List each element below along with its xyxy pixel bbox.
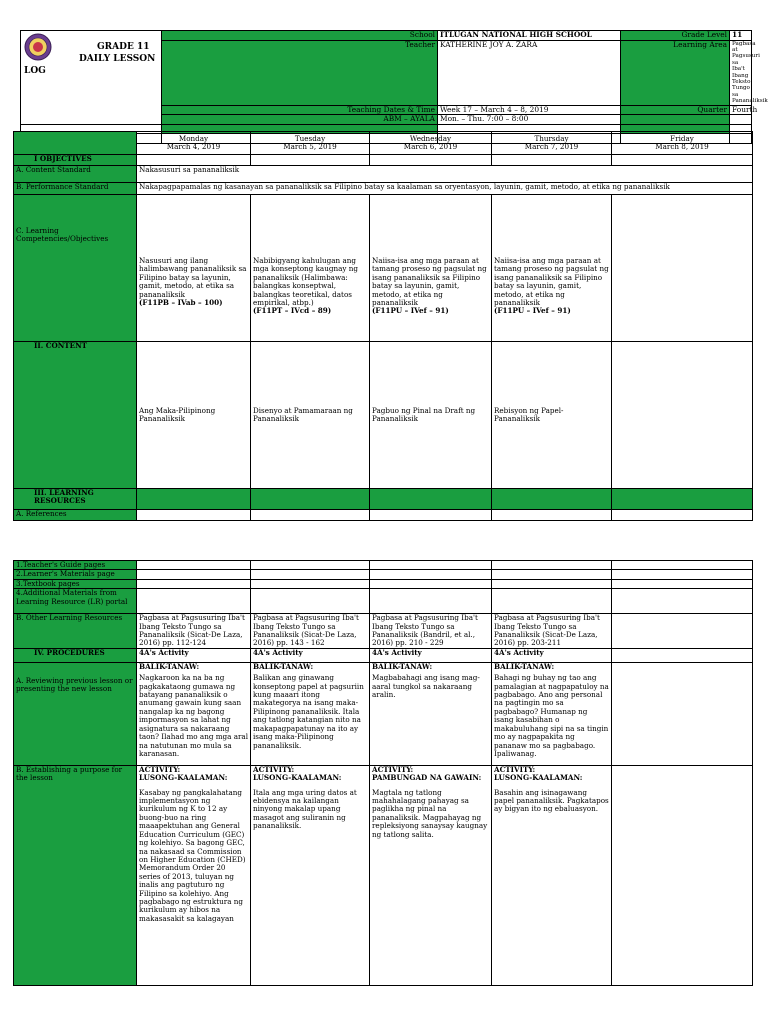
competency-tuesday: Nabibigyang kahulugan ang mga konseptong kaugnay ng pananaliksik (Halimbawa: balangkas konseptwal, balangkas teoretikal, datos empirikal, atbp.) (F11PT – IVcd – 89) <box>251 195 370 342</box>
day-header-blank <box>14 132 137 155</box>
empty-cell <box>137 561 251 570</box>
content-monday: Ang Maka-Pilipinong Pananaliksik <box>137 342 251 489</box>
teacher-label: Teacher <box>162 40 438 105</box>
other-resources-monday: Pagbasa at Pagsusuring Iba't Ibang Teksto Tungo sa Pananaliksik (Sicat-De Laza, 2016) pp. 112-124 <box>137 614 251 649</box>
review-label: A. Reviewing previous lesson or presenting the new lesson <box>14 662 137 765</box>
procedures-heading: IV. PROCEDURES <box>14 648 137 662</box>
content-standard-label: A. Content Standard <box>14 166 137 183</box>
empty-cell <box>370 589 492 614</box>
empty-cell <box>492 579 612 588</box>
content-heading: II. CONTENT <box>14 342 137 489</box>
empty-cell <box>370 155 492 166</box>
dates-label: Teaching Dates & Time <box>162 105 438 115</box>
header-empty-green <box>621 115 730 125</box>
empty-cell <box>612 561 753 570</box>
grade-title-cell <box>21 31 162 125</box>
content-standard-value: Nakasusuri sa pananaliksik <box>137 166 753 183</box>
learning-area-value: Pagbasa at Pagsusuri sa Iba't Ibang Teksto Tungo sa Pananaliksik <box>730 40 752 105</box>
purpose-monday: ACTIVITY: LUSONG-KAALAMAN: Kasabay ng pangkalahatang implementasyon ng kurikulum ng K to 12 ay buong-buo na ring maaapektuhan ang General Education Curriculum (GEC) ng kolehiyo. Sa bagong GEC, na nakasaad sa Commission on Higher Education (CHED) Memorandum Order 20 series of 2013, tuluyan ng inalis ang pagtuturo ng Filipino sa kolehiyo. Ang pagbabago ng estruktura ng kurikulum ay hibos na makasasakit sa kalagayan <box>137 765 251 985</box>
grade-line1: GRADE 11 <box>97 42 150 52</box>
competencies-label: C. Learning Competencies/Objectives <box>14 195 137 342</box>
time-value: Mon. – Thu. 7:00 – 8:00 <box>438 115 621 125</box>
content-thursday: Rebisyon ng Papel-Pananaliksik <box>492 342 612 489</box>
activity-monday: 4A's Activity <box>137 648 251 662</box>
review-wednesday: BALIK-TANAW: Magbabahagi ang isang mag-aaral tungkol sa nakaraang aralin. <box>370 662 492 765</box>
green-cell <box>370 489 492 510</box>
empty-cell <box>251 510 370 521</box>
activity-thursday: 4A's Activity <box>492 648 612 662</box>
empty-cell <box>137 570 251 579</box>
activity-tuesday: 4A's Activity <box>251 648 370 662</box>
review-thursday: BALIK-TANAW: Bahagi ng buhay ng tao ang pamalagian at nagpapatuloy na pagbabago. Ano ang personal na pagtingin mo sa pagbabago? Humanap ng isang kasabihan o makabuluhang sipi na sa tingin mo ay nagpapakita ng pananaw mo sa pagbabago. Ipaliwanag. <box>492 662 612 765</box>
empty-cell <box>612 614 753 649</box>
header-table <box>20 30 768 144</box>
empty-cell <box>137 589 251 614</box>
empty-cell <box>612 589 753 614</box>
purpose-thursday: ACTIVITY: LUSONG-KAALAMAN: Basahin ang isinagawang papel pananaliksik. Pagkatapos ay bigyan ito ng ebaluasyon. <box>492 765 612 985</box>
empty-cell <box>612 155 753 166</box>
competency-wednesday: Naiisa-isa ang mga paraan at tamang proseso ng pagsulat ng isang pananaliksik sa Filipino batay sa layunin, gamit, metodo, at etika ng pananaliksik (F11PU – IVef – 91) <box>370 195 492 342</box>
grade-level-label: Grade Level <box>621 31 730 41</box>
competency-thursday: Naiisa-isa ang mga paraan at tamang proseso ng pagsulat ng isang pananaliksik sa Filipino batay sa layunin, gamit, metodo, at etika ng pananaliksik (F11PU – IVef – 91) <box>492 195 612 342</box>
section-label: ABM – AYALA <box>162 115 438 125</box>
purpose-wednesday: ACTIVITY: PAMBUNGAD NA GAWAIN: Magtala ng tatlong mahahalagang pahayag sa paglikha ng pinal na pananaliksik. Magpahayag ng repleksiyong sanaysay kaugnay ng tatlong salita. <box>370 765 492 985</box>
lm-label: 2.Learner's Materials page <box>14 570 137 579</box>
empty-cell <box>137 510 251 521</box>
grade-line2: DAILY LESSON <box>79 54 156 64</box>
grade-level-value: 11 <box>730 31 752 41</box>
content-friday <box>612 342 753 489</box>
green-cell <box>612 489 753 510</box>
content-wednesday: Pagbuo ng Pinal na Draft ng Pananaliksik <box>370 342 492 489</box>
tg-label: 1.Teacher's Guide pages <box>14 561 137 570</box>
empty-cell <box>370 561 492 570</box>
teacher-value: KATHERINE JOY A. ZARA <box>438 40 621 105</box>
day-header-monday: Monday March 4, 2019 <box>137 132 251 155</box>
empty-cell <box>612 765 753 985</box>
empty-cell <box>492 589 612 614</box>
empty-cell <box>492 570 612 579</box>
empty-cell <box>251 155 370 166</box>
lr-label: 4.Additional Materials from Learning Resource (LR) portal <box>14 589 137 614</box>
references-label: A. References <box>14 510 137 521</box>
activity-wednesday: 4A's Activity <box>370 648 492 662</box>
deped-seal-icon <box>24 33 52 61</box>
dates-value: Week 17 – March 4 – 8, 2019 <box>438 105 621 115</box>
review-monday: BALIK-TANAW: Nagkaroon ka na ba ng pagkakataong gumawa ng batayang pananaliksik o anumang gawain kung saan nangalap ka ng bagong impormasyon sa lahat ng asignatura sa nakaraang taon? Ilahad mo ang mga aral na natutunan mo mula sa karanasan. <box>137 662 251 765</box>
empty-cell <box>612 510 753 521</box>
empty-cell <box>370 579 492 588</box>
lesson-table-part2 <box>13 560 753 986</box>
empty-cell <box>251 589 370 614</box>
purpose-label: B. Establishing a purpose for the lesson <box>14 765 137 985</box>
green-cell <box>492 489 612 510</box>
empty-cell <box>137 155 251 166</box>
content-tuesday: Disenyo at Pamamaraan ng Pananaliksik <box>251 342 370 489</box>
empty-cell <box>492 155 612 166</box>
empty-cell <box>492 561 612 570</box>
competency-friday <box>612 195 753 342</box>
school-label: School <box>162 31 438 41</box>
other-resources-label: B. Other Learning Resources <box>14 614 137 649</box>
empty-cell <box>612 662 753 765</box>
green-cell <box>251 489 370 510</box>
header-empty <box>730 115 752 125</box>
competency-monday: Nasusuri ang ilang halimbawang pananaliksik sa Filipino batay sa layunin, gamit, metodo, at etika sa pananaliksik (F11PB – IVab – 100) <box>137 195 251 342</box>
school-value: ITLUGAN NATIONAL HIGH SCHOOL <box>438 31 621 41</box>
day-header-tuesday: Tuesday March 5, 2019 <box>251 132 370 155</box>
tb-label: 3.Textbook pages <box>14 579 137 588</box>
empty-cell <box>251 561 370 570</box>
empty-cell <box>251 570 370 579</box>
day-header-wednesday: Wednesday March 6, 2019 <box>370 132 492 155</box>
log-label: LOG <box>24 66 46 76</box>
empty-cell <box>612 579 753 588</box>
quarter-value: Fourth <box>730 105 752 115</box>
other-resources-tuesday: Pagbasa at Pagsusuring Iba't Ibang Teksto Tungo sa Pananaliksik (Sicat-De Laza, 2016) pp. 143 - 162 <box>251 614 370 649</box>
empty-cell <box>370 570 492 579</box>
other-resources-wednesday: Pagbasa at Pagsusuring Iba't Ibang Teksto Tungo sa Pananaliksik (Bandril, et al., 2016) pp. 210 - 229 <box>370 614 492 649</box>
empty-cell <box>612 648 753 662</box>
quarter-label: Quarter <box>621 105 730 115</box>
objectives-heading: I OBJECTIVES <box>14 155 137 166</box>
performance-standard-value: Nakapagpapamalas ng kasanayan sa pananaliksik sa Filipino batay sa kaalaman sa oryentasyon, layunin, gamit, metodo, at etika ng pananaliksik <box>137 183 753 195</box>
purpose-tuesday: ACTIVITY: LUSONG-KAALAMAN: Itala ang mga uring datos at ebidensya na kailangan ninyong makalap upang masagot ang suliranin ng pananaliksik. <box>251 765 370 985</box>
day-header-thursday: Thursday March 7, 2019 <box>492 132 612 155</box>
green-cell <box>137 489 251 510</box>
lesson-table-part1 <box>13 131 753 521</box>
empty-cell <box>370 510 492 521</box>
day-header-friday: Friday March 8, 2019 <box>612 132 753 155</box>
empty-cell <box>137 579 251 588</box>
performance-standard-label: B. Performance Standard <box>14 183 137 195</box>
empty-cell <box>492 510 612 521</box>
review-tuesday: BALIK-TANAW: Balikan ang ginawang konseptong papel at pagsuriin kung maaari itong makategorya na isang maka-Pilipinong pananaliksik. Itala ang tatlong katangian nito na makapagpapatunay na ito ay isang maka-Pilipinong pananaliksik. <box>251 662 370 765</box>
learning-area-label: Learning Area <box>621 40 730 105</box>
empty-cell <box>612 570 753 579</box>
other-resources-thursday: Pagbasa at Pagsusuring Iba't Ibang Teksto Tungo sa Pananaliksik (Sicat-De Laza, 2016) pp. 203-211 <box>492 614 612 649</box>
empty-cell <box>251 579 370 588</box>
learning-resources-heading: III. LEARNING RESOURCES <box>14 489 137 510</box>
